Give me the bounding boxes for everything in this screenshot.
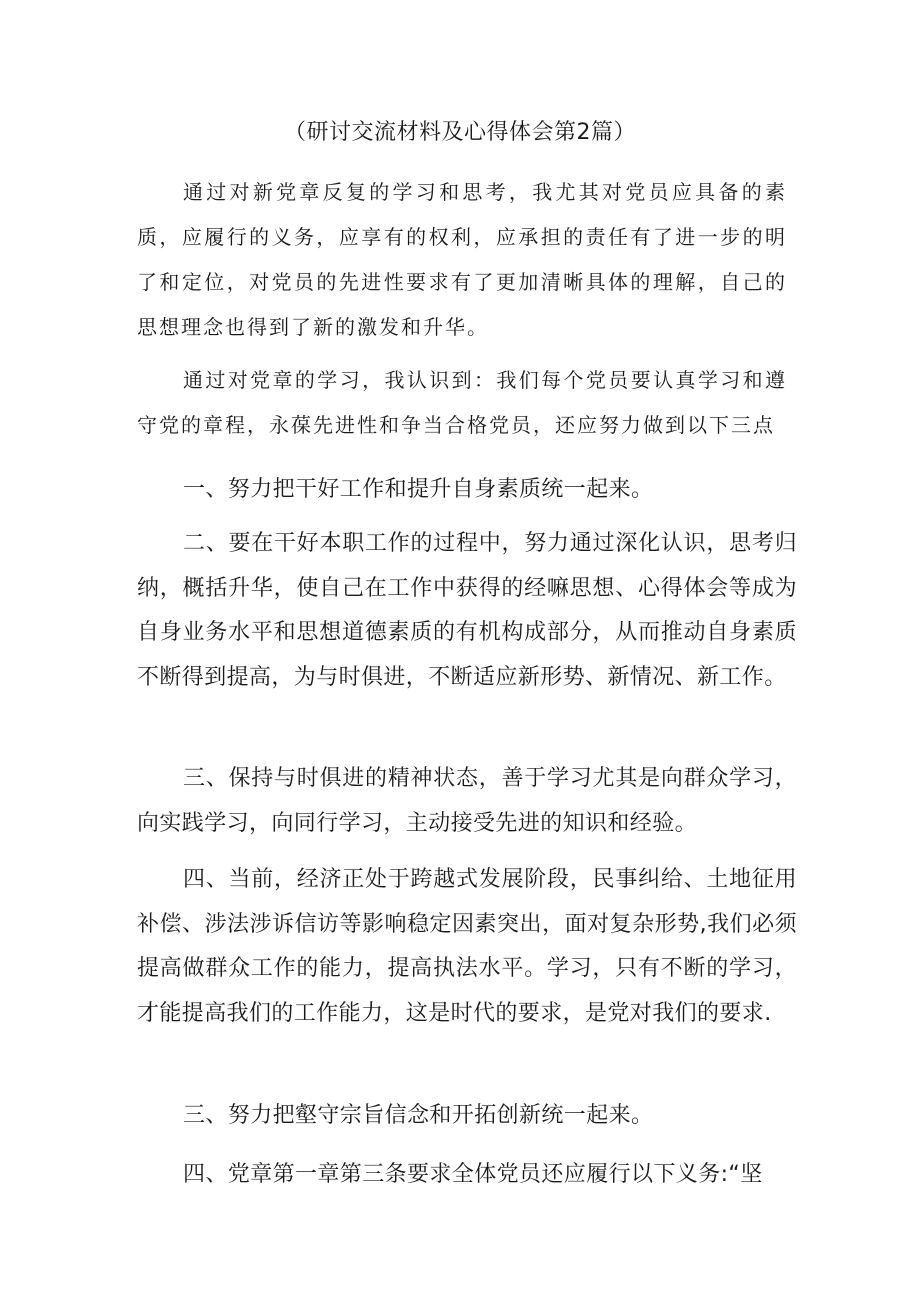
paragraph-understanding: 通过对党章的学习，我认识到：我们每个党员要认真学习和遵守党的章程，永葆先进性和争当合格党员，还应努力做到以下三点 (137, 368, 787, 437)
paragraph-point-2: 二、要在干好本职工作的过程中，努力通过深化认识，思考归纳，概括升华，使自己在工作中获得的经嘛思想、心得体会等成为自身业务水平和思想道德素质的有机构成部分，从而推动自身素质不断得到提高，为与时俱进，不断适应新形势、新情况、新工作。 (137, 531, 797, 690)
paragraph-point-4: 四、当前，经济正处于跨越式发展阶段，民事纠给、土地征用补偿、涉法涉诉信访等影响稳定因素突出，面对复杂形势,我们必须提高做群众工作的能力，提高执法水平。学习，只有不断的学习，才能提高我们的工作能力，这是时代的要求，是党对我们的要求. (137, 867, 797, 1026)
paragraph-point-3: 三、保持与时俱进的精神状态，善于学习尤其是向群众学习，向实践学习，向同行学习，主动接受先进的知识和经验。 (137, 766, 797, 836)
paragraph-section-3: 三、努力把壑守宗旨信念和开拓创新统一起来。 (183, 1103, 654, 1128)
paragraph-section-4: 四、党章第一章第三条要求全体党员还应履行以下义务:“坚 (183, 1162, 763, 1187)
paragraph-intro: 通过对新党章反复的学习和思考，我尤其对党员应具备的素质，应履行的义务，应享有的权利，应承担的责任有了进一步的明了和定位，对党员的先进性要求有了更加清晰具体的理解，自己的思想理念也得到了新的激发和升华。 (137, 180, 787, 339)
paragraph-point-1: 一、努力把干好工作和提升自身素质统一起来。 (183, 477, 654, 502)
document-title: （研讨交流材料及心得体会第2篇） (284, 120, 636, 145)
